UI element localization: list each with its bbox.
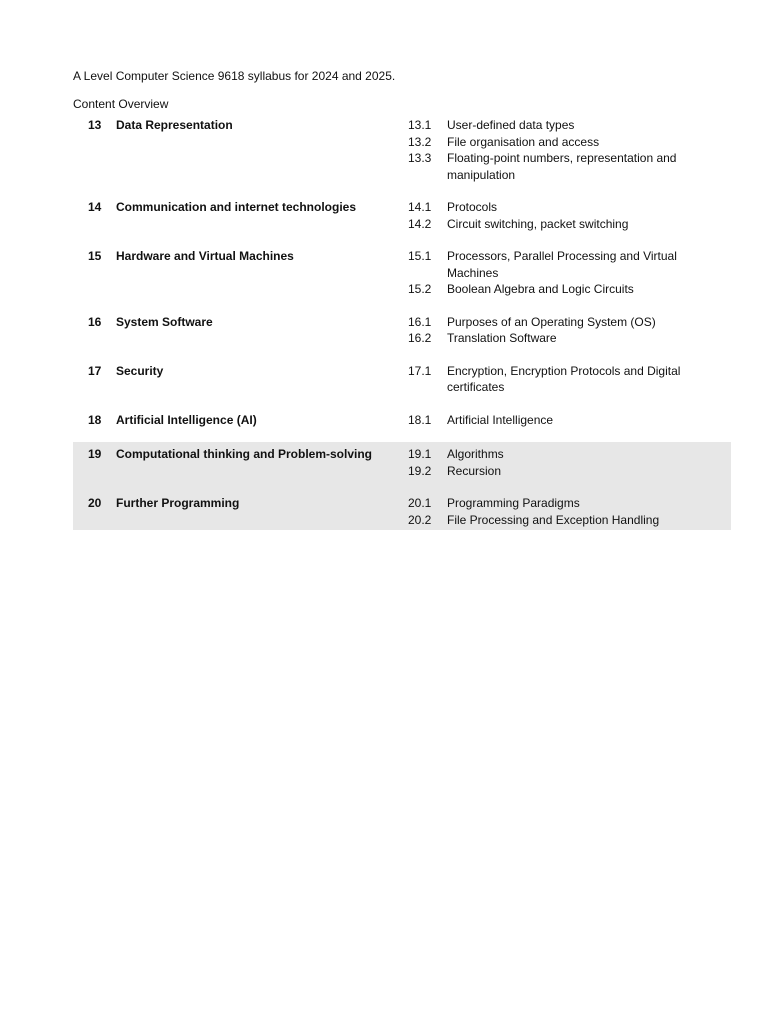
topic-number: 15.2 xyxy=(408,282,432,296)
topic-number: 17.1 xyxy=(408,363,432,378)
section-row xyxy=(73,197,731,246)
topic-list xyxy=(408,248,731,298)
topic-number: 18.1 xyxy=(408,412,432,427)
topic-number: 19.2 xyxy=(408,463,432,478)
topic-list xyxy=(408,199,731,232)
topic-title: Recursion xyxy=(447,463,502,478)
section-title: Computational thinking and Problem-solving xyxy=(116,447,373,461)
topic-list xyxy=(408,314,731,347)
topic-title: File organisation and access xyxy=(447,134,600,149)
topic-row xyxy=(408,363,731,396)
content-overview-table xyxy=(73,115,731,530)
topic-title: Boolean Algebra and Logic Circuits xyxy=(447,282,634,296)
content-overview-heading: Content Overview xyxy=(73,97,169,111)
topic-title: Purposes of an Operating System (OS) xyxy=(447,314,656,329)
topic-title: File Processing and Exception Handling xyxy=(447,512,660,527)
section-title: Artificial Intelligence (AI) xyxy=(116,412,257,427)
section-number: 18 xyxy=(88,412,102,427)
topic-row xyxy=(408,199,731,216)
topic-number: 13.1 xyxy=(408,118,432,132)
topic-title: Encryption, Encryption Protocols and Digital certificates xyxy=(447,363,681,394)
topic-row xyxy=(408,248,731,281)
topic-row xyxy=(408,314,731,331)
topic-list xyxy=(408,446,731,479)
topic-number: 19.1 xyxy=(408,447,432,461)
topic-number: 16.1 xyxy=(408,314,432,329)
section-row-highlighted xyxy=(73,493,731,530)
section-number: 19 xyxy=(88,447,102,461)
topic-list xyxy=(408,117,731,183)
intro-text: A Level Computer Science 9618 syllabus for 2024 and 2025. xyxy=(73,69,396,83)
topic-number: 13.2 xyxy=(408,134,432,149)
topic-row xyxy=(408,150,731,183)
topic-row xyxy=(408,412,731,429)
section-title: Further Programming xyxy=(116,496,240,510)
topic-number: 15.1 xyxy=(408,249,432,263)
topic-list xyxy=(408,412,731,429)
topic-number: 14.2 xyxy=(408,216,432,231)
topic-number: 14.1 xyxy=(408,200,432,214)
topic-list xyxy=(408,495,731,528)
topic-title: User-defined data types xyxy=(447,118,575,132)
section-number: 14 xyxy=(88,200,102,214)
topic-title: Circuit switching, packet switching xyxy=(447,216,629,231)
topic-row xyxy=(408,216,731,233)
section-number: 13 xyxy=(88,118,102,132)
section-row xyxy=(73,115,731,197)
topic-title: Floating-point numbers, representation and manipulation xyxy=(447,151,677,182)
section-title: Hardware and Virtual Machines xyxy=(116,249,294,263)
section-title: Data Representation xyxy=(116,118,233,132)
topic-row xyxy=(408,512,731,529)
section-number: 15 xyxy=(88,249,102,263)
section-number: 20 xyxy=(88,496,102,510)
topic-title: Artificial Intelligence xyxy=(447,412,554,427)
topic-number: 16.2 xyxy=(408,331,432,345)
document-page xyxy=(73,68,731,530)
topic-title: Programming Paradigms xyxy=(447,496,580,510)
topic-title: Protocols xyxy=(447,200,498,214)
section-row xyxy=(73,410,731,443)
topic-title: Processors, Parallel Processing and Virtual Machines xyxy=(447,249,677,280)
section-row xyxy=(73,246,731,312)
topic-row xyxy=(408,330,731,347)
topic-number: 13.3 xyxy=(408,151,432,165)
section-number: 17 xyxy=(88,363,102,378)
topic-row xyxy=(408,134,731,151)
topic-list xyxy=(408,363,731,396)
section-row-highlighted xyxy=(73,442,731,493)
topic-number: 20.1 xyxy=(408,496,432,510)
topic-row xyxy=(408,281,731,298)
topic-row xyxy=(408,463,731,480)
topic-row xyxy=(408,495,731,512)
topic-row xyxy=(408,446,731,463)
topic-number: 20.2 xyxy=(408,512,432,527)
topic-row xyxy=(408,117,731,134)
section-title: Communication and internet technologies xyxy=(116,200,357,214)
section-number: 16 xyxy=(88,314,102,329)
section-row xyxy=(73,361,731,410)
section-title: Security xyxy=(116,363,164,378)
topic-title: Algorithms xyxy=(447,447,504,461)
section-title: System Software xyxy=(116,314,213,329)
topic-title: Translation Software xyxy=(447,331,557,345)
section-row xyxy=(73,312,731,361)
